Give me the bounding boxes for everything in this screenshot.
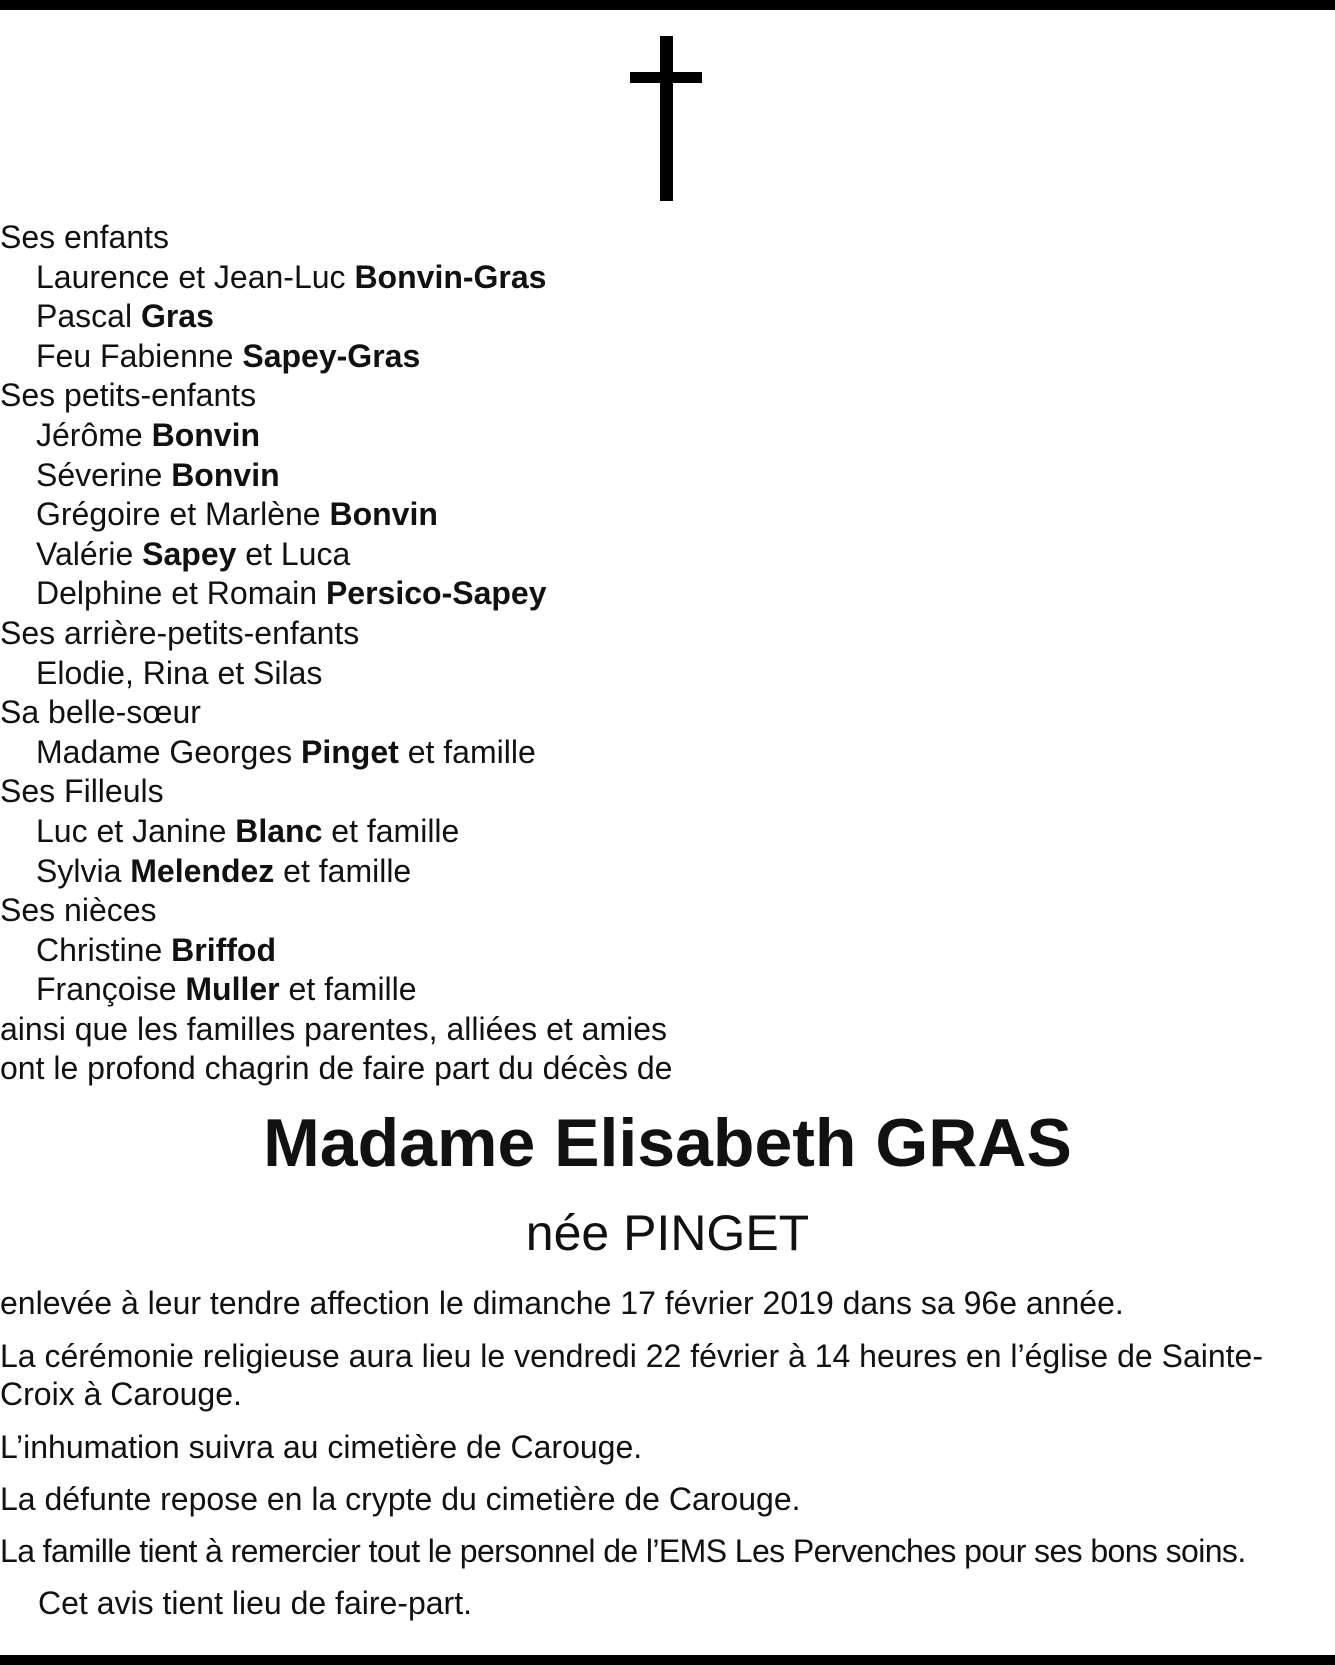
list-item: Feu Fabienne Sapey-Gras bbox=[36, 337, 421, 374]
bottom-border-rule bbox=[0, 1655, 1335, 1665]
section-label: Ses petits-enfants bbox=[0, 377, 257, 414]
section-label: Ses arrière-petits-enfants bbox=[0, 614, 360, 651]
rest-info: La défunte repose en la crypte du cimetière de Carouge. bbox=[0, 1481, 801, 1517]
death-announcement: enlevée à leur tendre affection le dimanche 17 février 2019 dans sa 96e année. bbox=[0, 1285, 1124, 1321]
section-label: Sa belle-sœur bbox=[0, 694, 201, 731]
burial-info: L’inhumation suivra au cimetière de Carouge. bbox=[0, 1429, 643, 1465]
maiden-name: née PINGET bbox=[525, 1205, 810, 1261]
list-item: Luc et Janine Blanc et famille bbox=[36, 812, 460, 849]
list-item: Madame Georges Pinget et famille bbox=[36, 733, 536, 770]
list-item: Elodie, Rina et Silas bbox=[36, 654, 323, 691]
list-item: Jérôme Bonvin bbox=[36, 416, 261, 453]
list-item: Christine Briffod bbox=[36, 931, 277, 968]
closing-line: ainsi que les familles parentes, alliées et amies bbox=[0, 1010, 667, 1047]
closing-line: ont le profond chagrin de faire part du décès de bbox=[0, 1050, 673, 1087]
list-item: Grégoire et Marlène Bonvin bbox=[36, 496, 438, 533]
list-item: Valérie Sapey et Luca bbox=[36, 535, 351, 572]
thanks-text: La famille tient à remercier tout le personnel de l’EMS Les Pervenches pour ses bons soins. bbox=[0, 1533, 1246, 1569]
deceased-name: Madame Elisabeth GRAS bbox=[263, 1105, 1072, 1181]
list-item: Delphine et Romain Persico-Sapey bbox=[36, 575, 547, 612]
list-item: Sylvia Melendez et famille bbox=[36, 852, 412, 889]
list-item: Séverine Bonvin bbox=[36, 456, 280, 493]
ceremony-info: La cérémonie religieuse aura lieu le vendredi 22 février à 14 heures en l’église de Sainte-Croix à Carouge. bbox=[0, 1338, 1263, 1412]
list-item: Pascal Gras bbox=[36, 298, 214, 335]
top-border-rule bbox=[0, 0, 1335, 10]
section-label: Ses enfants bbox=[0, 219, 169, 255]
section-label: Ses nièces bbox=[0, 892, 157, 929]
list-item: Françoise Muller et famille bbox=[36, 971, 417, 1008]
notice-text: Cet avis tient lieu de faire-part. bbox=[38, 1585, 472, 1621]
list-item: Laurence et Jean-Luc Bonvin-Gras bbox=[36, 258, 547, 295]
cross-icon bbox=[630, 36, 700, 201]
family-list bbox=[0, 218, 1335, 1089]
section-label: Ses Filleuls bbox=[0, 773, 164, 810]
